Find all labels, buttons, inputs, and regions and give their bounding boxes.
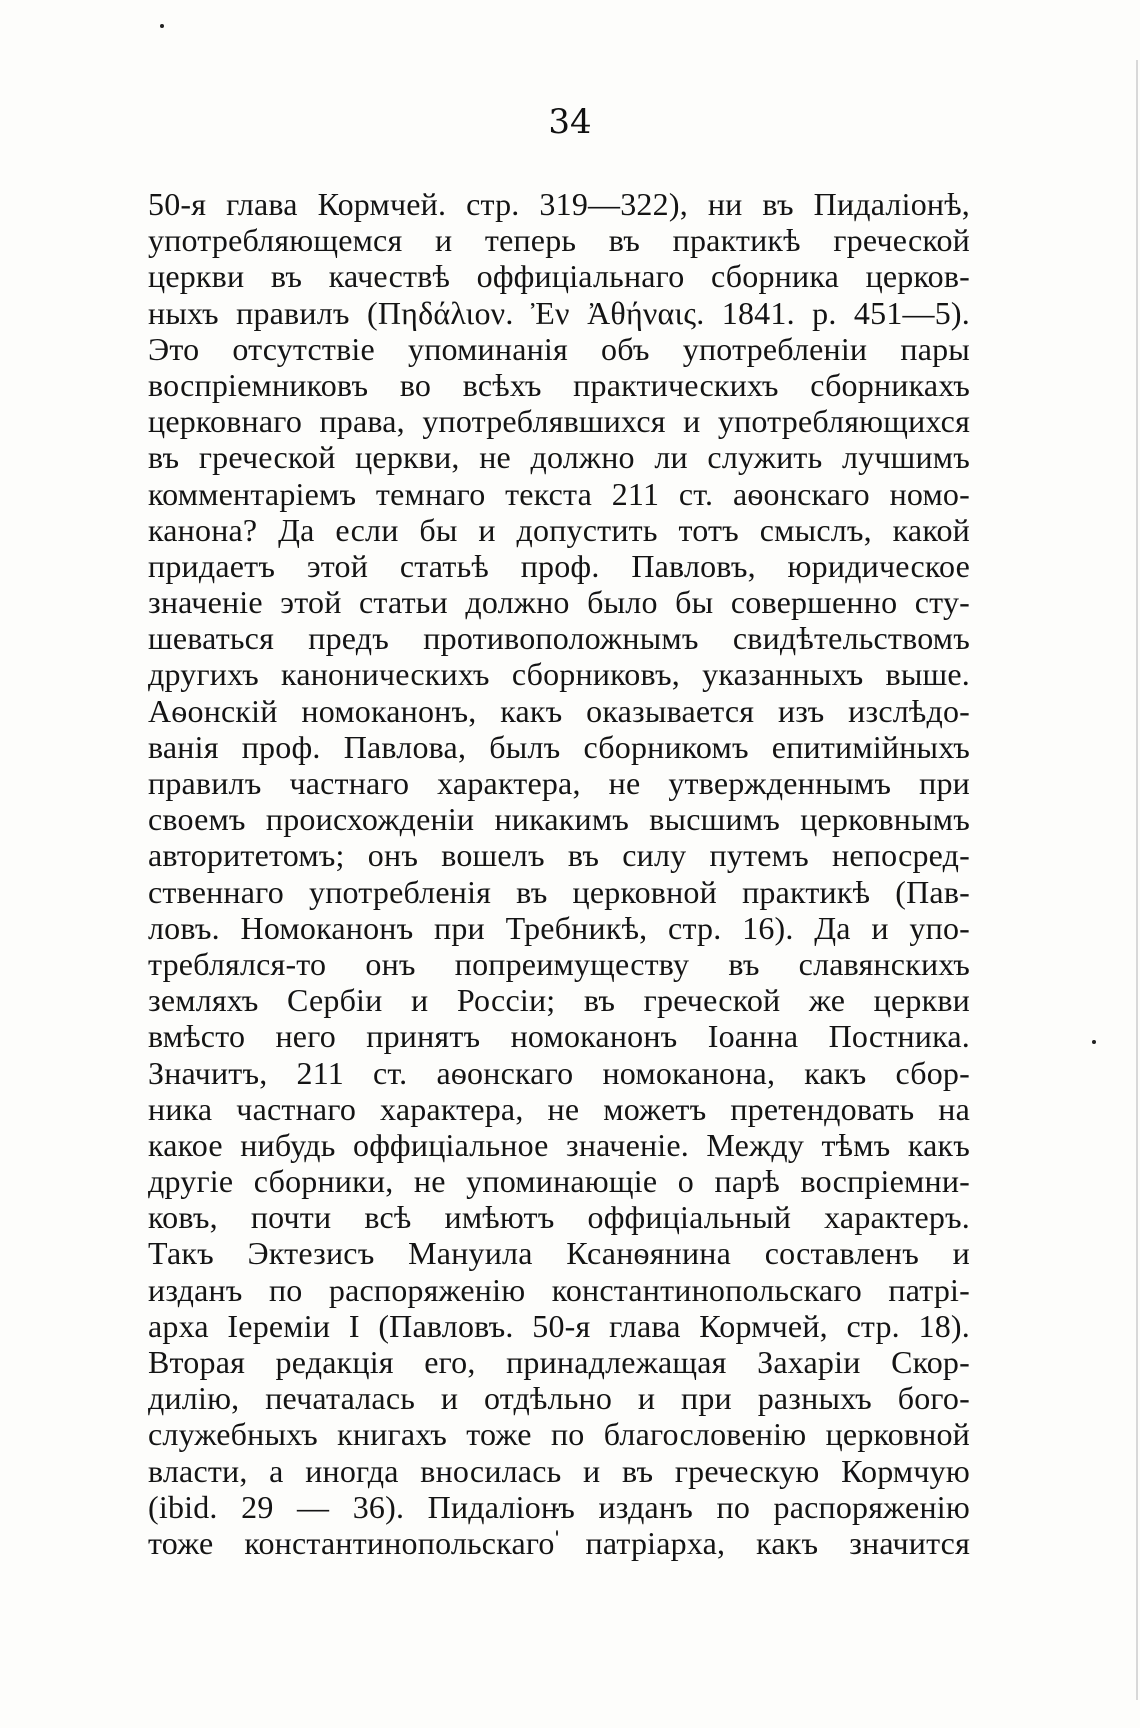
text-line: придаетъ этой статьѣ проф. Павловъ, юридическое xyxy=(148,547,970,584)
page-number: 34 xyxy=(548,102,592,142)
text-line: Это отсутствіе упоминанія объ употребленіи пары xyxy=(148,330,970,367)
body-text xyxy=(148,186,970,1561)
text-line: ловъ. Номоканонъ при Требникѣ, стр. 16). Да и упо- xyxy=(148,909,970,946)
text-line: въ греческой церкви, не должно ли служить лучшимъ xyxy=(148,439,970,476)
text-line: авторитетомъ; онъ вошелъ въ силу путемъ непосред- xyxy=(148,837,970,874)
text-line: ванія проф. Павлова, былъ сборникомъ епитимійныхъ xyxy=(148,728,970,765)
text-line: другіе сборники, не упоминающіе о парѣ воспріемни- xyxy=(148,1163,970,1200)
text-line: канона? Да если бы и допустить тотъ смыслъ, какой xyxy=(148,511,970,548)
text-line: Аѳонскій номоканонъ, какъ оказывается изъ изслѣдо- xyxy=(148,692,970,729)
text-line: церкви въ качествѣ оффиціальнаго сборника церков- xyxy=(148,258,970,295)
text-line: ника частнаго характера, не можетъ претендовать на xyxy=(148,1090,970,1127)
text-line: 50-я глава Кормчей. стр. 319—322), ни въ Пидаліонѣ, xyxy=(148,186,970,222)
ink-speck xyxy=(1092,1040,1096,1044)
text-line: ковъ, почти всѣ имѣютъ оффиціальный характеръ. xyxy=(148,1199,970,1236)
text-line: служебныхъ книгахъ тоже по благословенію церковной xyxy=(148,1416,970,1453)
ink-speck xyxy=(160,24,164,28)
text-line: ственнаго употребленія въ церковной практикѣ (Пав- xyxy=(148,873,970,910)
page-edge-shadow xyxy=(1136,60,1138,1700)
text-line: дилію, печаталась и отдѣльно и при разныхъ бого- xyxy=(148,1380,970,1417)
text-line: Вторая редакція его, принадлежащая Захаріи Скор- xyxy=(148,1344,970,1380)
text-line: арха Іереміи І (Павловъ. 50-я глава Кормчей, стр. 18). xyxy=(148,1307,970,1344)
text-line: изданъ по распоряженію константинопольскаго патрі- xyxy=(148,1271,970,1308)
text-line: значеніе этой статьи должно было бы совершенно сту- xyxy=(148,584,970,621)
text-line: (ibid. 29 — 36). Пидаліонъ изданъ по распоряженію xyxy=(148,1488,970,1525)
text-line: власти, а иногда вносилась и въ греческую Кормчую xyxy=(148,1452,970,1489)
text-line: другихъ каноническихъ сборниковъ, указанныхъ выше. xyxy=(148,656,970,693)
text-line: треблялся-то онъ попреимуществу въ славянскихъ xyxy=(148,945,970,982)
text-line: своемъ происхожденіи никакимъ высшимъ церковнымъ xyxy=(148,801,970,838)
text-line: ныхъ правилъ (Πηδάλιον. Ἐν Ἀθήναις. 1841. р. 451—5). xyxy=(148,294,970,331)
text-line: Значитъ, 211 ст. аѳонскаго номоканона, какъ сбор- xyxy=(148,1054,970,1091)
text-line: правилъ частнаго характера, не утвержденнымъ при xyxy=(148,765,970,801)
text-line: воспріемниковъ во всѣхъ практическихъ сборникахъ xyxy=(148,366,970,403)
text-line: вмѣсто него принятъ номоканонъ Іоанна Постника. xyxy=(148,1018,970,1055)
text-line: церковнаго права, употреблявшихся и употребляющихся xyxy=(148,403,970,440)
text-line: употребляющемся и теперь въ практикѣ греческой xyxy=(148,222,970,259)
text-line: земляхъ Сербіи и Россіи; въ греческой же церкви xyxy=(148,982,970,1019)
text-line: тоже константинопольскаго патріарха, какъ значится xyxy=(148,1524,970,1561)
text-line: комментаріемъ темнаго текста 211 ст. аѳонскаго номо- xyxy=(148,475,970,512)
text-line: какое нибудь оффиціальное значеніе. Между тѣмъ какъ xyxy=(148,1126,970,1163)
text-line: шеваться предъ противоположнымъ свидѣтельствомъ xyxy=(148,620,970,657)
text-line: Такъ Эктезисъ Мануила Ксанѳянина составленъ и xyxy=(148,1235,970,1272)
